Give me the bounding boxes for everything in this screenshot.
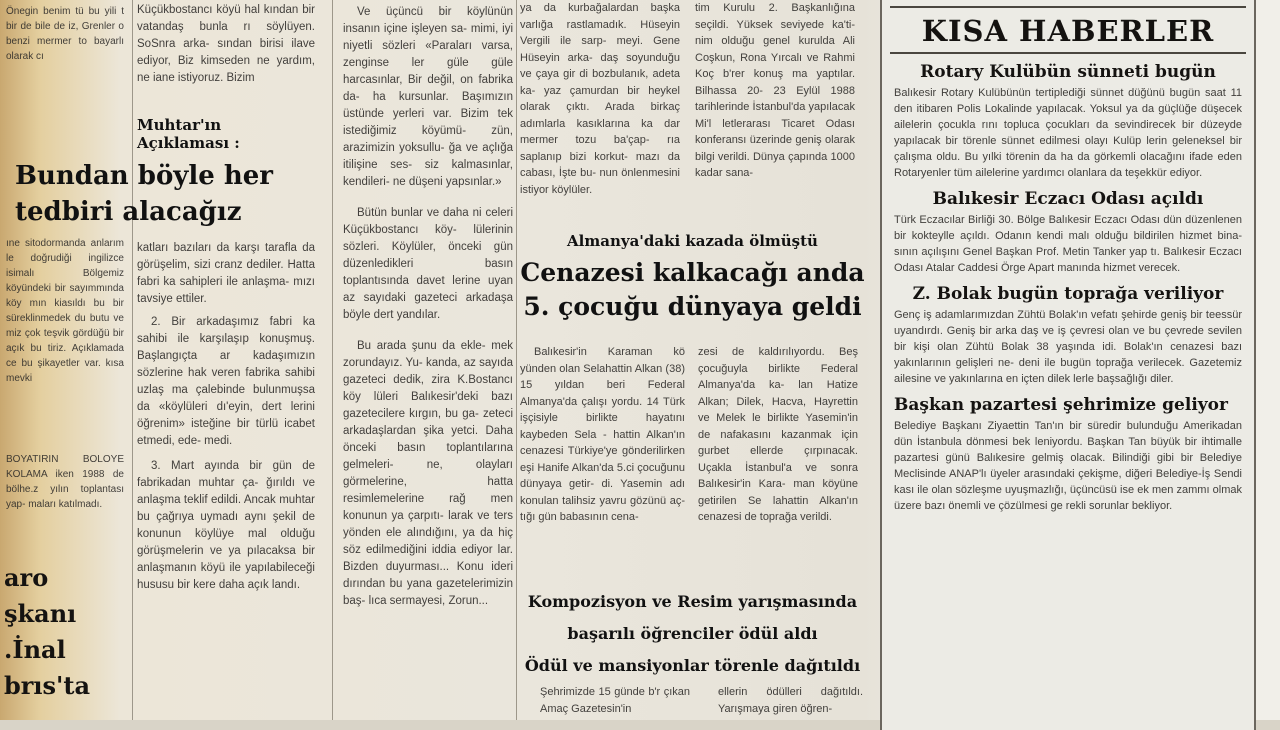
news-item-bolak-headline: Z. Bolak bugün toprağa veriliyor	[912, 284, 1224, 304]
contest-headline-line3: Ödül ve mansiyonlar törenle dağıtıldı	[524, 656, 861, 675]
cenaze-kicker: Almanya'daki kazada ölmüştü	[567, 232, 818, 250]
news-item-baskan	[882, 395, 1254, 514]
kisa-haberler-title: KISA HABERLER	[890, 6, 1246, 54]
column-center-stories	[520, 0, 865, 720]
cenaze-story-headline	[520, 232, 865, 324]
col1-subhead: Muhtar'ın Açıklaması :	[137, 116, 240, 152]
column-left-edge	[0, 0, 128, 700]
center-top-left-text: ya da kurbağalardan başka varlığa rastlamadık. Hüseyin Vergili ile sarp- meyi. Gene Hüseyin arka- daş soyunduğu ve çaya gir di bozbulanık, adeta ka- yaz çamurdan bir heykel olarak çıktı. Arada birkaç adımlarla kasıklarına ka dar mermer tozu ba'çap- rıa saplanıp bizi korkut- mazı da cabası, İşte bu- nun önlenmesini istiyor köylüler.	[520, 2, 680, 196]
cenaze-headline-line2: 5. çocuğu dünyaya geldi	[523, 292, 862, 321]
col1-intro-text: Küçükbostancı köyü hal kından bir vatandaş bunla rı söylüyen. SoSnra arka- sından birisi ilave ediyor, Biz kimseden ne yardım, ne iane istiyoruz. Bizim	[137, 4, 315, 84]
news-item-rotary-body: Balıkesir Rotary Kulübünün tertiplediği sünnet düğünü bugün saat 11 den itibaren Polis Lokalinde yapılacak. Yoksul ya da güçlüğe düşecek ailelerin çocukla rını topluca çocukları da sevindirecek bir düzeyde yapılacak bir törenle sünnet edilmesi olayı Kulüp lerin geleneksel bir çalışma oldu. Bu yılki törenin da ha da görkemli olacağını ifade eden Rotaryenler tüm ailelerine yardımcı olanlara da teşekkür ediyor.	[894, 87, 1242, 179]
left-edge-top-text: Önegin benim tü bu yili t bir de bile de iz, Grenler o benzi mermer to bayarlı olarak cı	[6, 6, 124, 62]
col1-paragraph-2: 2. Bir arkadaşımız fabri ka sahibi ile karşılaşıp konuşmuş. Başlangıçta ar kadaşımızın sözlerine hak veren fabrika sahibi uzlaş ma çalebinde bulunmuşsa da «köylüleri dı'eyin, dert lerini öğrenim» isteğine bir türlü icabet etmedi, ede- medi.	[137, 316, 315, 447]
news-item-rotary-headline: Rotary Kulübün sünneti bugün	[920, 62, 1216, 82]
news-item-bolak-body: Genç iş adamlarımızdan Zühtü Bolak'ın vefatı şehirde geniş bir teessür uyandırdı. Geniş bir arka daş ve iş çevresi olan ve bu çevrede sevilen bir kişi olan Zühtü Bolak 38 yaşında idi. Bolak'ın cenazesi bazı yakınlarının gelişleri ne- deni ile bugün toprağa verilecek. Gazetemiz ailesine ve yakınlarına en içten dilek lerle başsağlığı diler.	[894, 309, 1242, 385]
cenaze-story-right	[698, 344, 858, 580]
left-edge-headline-line2: şkanı	[4, 599, 77, 628]
col1-headline: Bundan böyle her tedbiri alacağız	[15, 161, 274, 227]
column-rule	[132, 0, 133, 720]
left-edge-low-text: BOYATIRIN BOLOYE KOLAMA iken 1988 de bölhe.z yılın toplantası yap- maları katılmadı.	[6, 454, 124, 510]
kisa-haberler-box	[880, 0, 1256, 730]
center-top-right-text: tim Kurulu 2. Başkanlığına seçildi. Yüksek seviyede ka'ti- nim olduğu genel kurulda Ali Coşkun, Rona Yırcalı ve Rahmi Koç b'rer konuş ma yaptılar. Bilhassa 20- 23 Eylül 1988 tarihlerinde İstanbul'da yapılacak Mi'l letlerarası Ticaret Odası konferansı üzerinde geniş olarak bilgi verildi. Dünya çapında 1000 kadar sana-	[695, 2, 855, 179]
col1-paragraph-3: 3. Mart ayında bir gün de fabrikadan muhtar ça- ğırıldı ve anlaşma teklif edildi. Ancak muhtar bu çağrıya uymadı aynı şekil de konunun köylüye mal olduğu görüşmelerin ve ya pılacaksa bir anlaşmanın köyü ile yapılabileceği hususu bir kere daha açık landı.	[137, 460, 315, 591]
column-rule	[332, 0, 333, 720]
left-edge-headline-line1: aro	[4, 563, 49, 592]
contest-story-left	[540, 684, 690, 717]
col2-paragraph-2: Bütün bunlar ve daha ni celeri Küçükbostancı köy- lülerinin sözleri. Köylüler, önceki gün düzenledikleri basın toplantısında davet lerine uyan az sayıdaki gazeteci arkadaşa böyle dert yandılar.	[343, 207, 513, 321]
left-edge-headline-line3: .İnal	[4, 635, 66, 664]
left-edge-mid-text: ıne sitodormanda anlarım le doğrudiği ingilizce isimalı Bölgemiz köyündeki bir sayımmında köy mın kiasıldı bu bir süreklinmedek du butu ve miz çok teşvik gördüğü bir açık bu tiriz. Açıklamada ce bu şikayetler var. kısa mevki	[6, 238, 124, 384]
contest-story-right-text: ellerin ödülleri dağıtıldı. Yarışmaya giren öğren-	[718, 686, 863, 715]
column-rule	[516, 0, 517, 720]
news-item-baskan-body: Belediye Başkanı Ziyaettin Tan'ın bir süredir bulunduğu Amerikadan dün İstanbula dönmesi bek leniyordu. Başkan Tan büyük bir ihtimalle pazartesi günü Balıkesire gelmiş olacak. Bilindiği gibi bir Belediye Meclisinde ANAP'lı üyeler arasındaki çekişme, diğeri Belediye-İş Sendi kası ile olan sözleşme uyuşmazlığı, üçüncüsü ise ek men zammı olmak üzere bazı önemli ve çözülmesi ge rekli sorunlar bekliyor.	[894, 420, 1242, 512]
news-item-eczaci-body: Türk Eczacılar Birliği 30. Bölge Balıkesir Eczacı Odası dün düzenlenen bir kokteylle açıldı. Odanın kendi malı olduğu bildirilen hizmet bina- sının açılışını Genel Başkan Prof. Metin Tanker yap tı. Balıkesir Eczacı Odası Atalar Caddesi Örge Apart manında hizmet verecek.	[894, 214, 1242, 274]
left-edge-headline-line4: brıs'ta	[4, 671, 91, 700]
contest-headline-line1: Kompozisyon ve Resim yarışmasında	[527, 592, 858, 611]
news-item-baskan-headline: Başkan pazartesi şehrimize geliyor	[894, 395, 1228, 415]
col2-paragraph-3: Bu arada şunu da ekle- mek zorundayız. Yu- kanda, az sayıda gazeteci dedik, zira K.Bostancı köy lüleri Balıkesir'deki bazı gazetecilere kırgın, bu ga- zeteci arkadaşlardan şika yetci. Daha önceki basın toplantılarına gelmeleri- ne, olayları görmelerine, hatta resimlemelerine rağ men konunun ya çarpıtı- larak ve ters yönden ele alındığını, ya da hiç söz edilmediğini iddia ediyor lar. Bizden duyurması... Konu ideri dırından bu yana gazetelerimizin baş- lıca sermayesi, Zorun...	[343, 340, 513, 607]
contest-headline-line2: başarılı öğrenciler ödül aldı	[567, 624, 818, 643]
col2-paragraph-1: Ve üçüncü bir köylünün insanın içine işleyen sa- mimi, iyi niyetli sözleri «Paraları varsa, zenginse ler güle güle harcasınlar, Bir değil, on fabrika da- ha kursunlar. Başımızın üstünde yerleri var. Bizim tek istediğimiz köyümü- zün, arazimizin yoksullu- ğa ve açlığa itilişine ses- siz kalmasınlar, kendileri- ne düşeni yapsınlar.»	[343, 6, 513, 188]
cenaze-headline-line1: Cenazesi kalkacağı anda	[520, 258, 865, 287]
news-item-rotary	[882, 62, 1254, 181]
cenaze-story-right-text: zesi de kaldırılıyordu. Beş çocuğuyla birlikte Federal Almanya'da ka- lan Hatize Alkan; Dilek, Hacva, Hayrettin ve Melek le birlikte Yasemin'in de nafakasını kazanmak için gurbet ellerde çırpınacak. Uçakla İstanbul'a ve sonra Balıkesir'in Kara- man köyüne getirilen Se lahattin Alkan'ın cenazesi de toprağa verildi.	[698, 346, 858, 523]
news-item-bolak	[882, 284, 1254, 387]
contest-story-left-text: Şehrimizde 15 günde b'r çıkan Amaç Gazetesin'in	[540, 686, 690, 715]
news-item-eczaci	[882, 189, 1254, 276]
column-villagers	[343, 0, 513, 610]
cenaze-story-left-text: Balıkesir'in Karaman kö yünden olan Selahattin Alkan (38) 15 yıldan beri Federal Almanya'da çalışı yordu. 14 Türk işçisiyle birlikte hayatını kaybeden Sela - hattin Alkan'ın cenazesi Türkiye'ye gönderilirken eşi Hanife Alkan'da 5.ci çocuğunu dünyaya getir- di. Yasemin adı konulan talihsiz yavru gözünü aç- tığı gün babasının cena-	[520, 346, 685, 523]
center-top-right	[695, 0, 855, 182]
center-top-left	[520, 0, 680, 198]
cenaze-story-left	[520, 344, 685, 580]
col1-paragraph-1: katları bazıları da karşı tarafla da görüşelim, sizi cranz dediler. Hatta fabri ka sahipleri ile anlaşma- mızı tavsiye ettiler.	[137, 242, 315, 305]
news-item-eczaci-headline: Balıkesir Eczacı Odası açıldı	[932, 189, 1204, 209]
contest-story-right	[718, 684, 863, 717]
contest-headline	[520, 586, 865, 682]
